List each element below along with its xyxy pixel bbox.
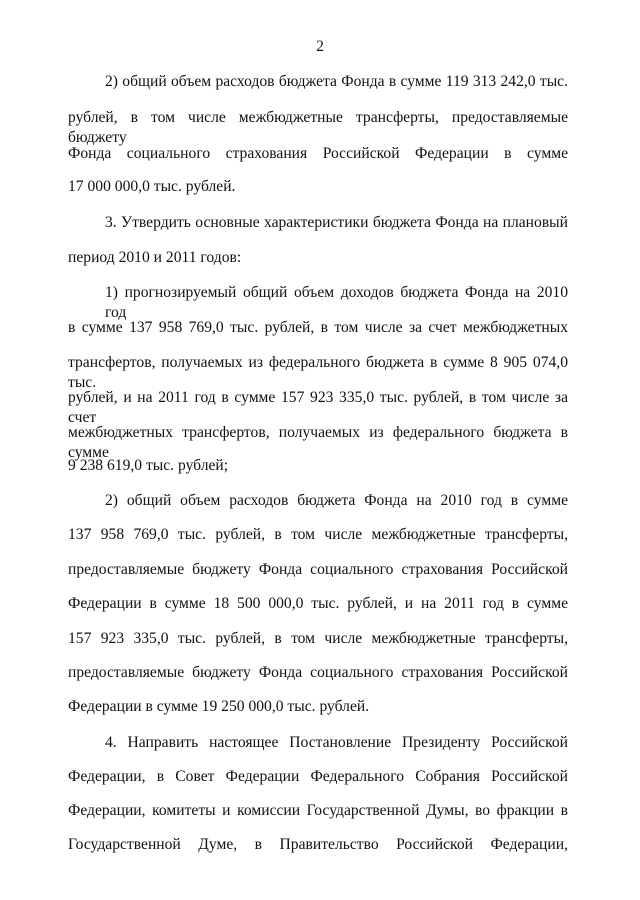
text-line: 17 000 000,0 тыс. рублей. <box>68 178 236 195</box>
text-line: Федерации, в Совет Федерации Федерального Собрания Российской <box>68 768 568 785</box>
text-line: межбюджетных трансфертов, получаемых из федерального бюджета в сумме <box>68 424 568 461</box>
text-line: Федерации в сумме 19 250 000,0 тыс. рублей. <box>68 698 370 715</box>
text-line: Государственной Думе, в Правительство Российской Федерации, <box>68 836 568 853</box>
text-line: 2) общий объем расходов бюджета Фонда в сумме 119 313 242,0 тыс. <box>105 73 568 90</box>
text-line: трансфертов, получаемых из федерального бюджета в сумме 8 905 074,0 тыс. <box>68 354 568 391</box>
text-line: период 2010 и 2011 годов: <box>68 249 242 266</box>
text-line: предоставляемые бюджету Фонда социального страхования Российской <box>68 561 568 578</box>
text-line: 137 958 769,0 тыс. рублей, в том числе межбюджетные трансферты, <box>68 526 568 543</box>
text-line: Фонда социального страхования Российской Федерации в сумме <box>68 145 568 162</box>
text-line: 2) общий объем расходов бюджета Фонда на 2010 год в сумме <box>105 492 568 509</box>
text-line: 1) прогнозируемый общий объем доходов бюджета Фонда на 2010 год <box>105 284 568 321</box>
text-line: 3. Утвердить основные характеристики бюджета Фонда на плановый <box>105 214 568 231</box>
text-line: Федерации, комитеты и комиссии Государственной Думы, во фракции в <box>68 802 568 819</box>
text-line: Федерации в сумме 18 500 000,0 тыс. рублей, и на 2011 год в сумме <box>68 595 568 612</box>
text-line: 157 923 335,0 тыс. рублей, в том числе межбюджетные трансферты, <box>68 630 568 647</box>
page-number: 2 <box>316 38 324 55</box>
text-line: 4. Направить настоящее Постановление Президенту Российской <box>105 734 568 751</box>
text-line: рублей, в том числе межбюджетные трансферты, предоставляемые бюджету <box>68 109 568 146</box>
text-line: в сумме 137 958 769,0 тыс. рублей, в том числе за счет межбюджетных <box>68 319 568 336</box>
text-line: рублей, и на 2011 год в сумме 157 923 335,0 тыс. рублей, в том числе за счет <box>68 389 568 426</box>
text-line: 9 238 619,0 тыс. рублей; <box>68 457 229 474</box>
text-line: предоставляемые бюджету Фонда социального страхования Российской <box>68 664 568 681</box>
